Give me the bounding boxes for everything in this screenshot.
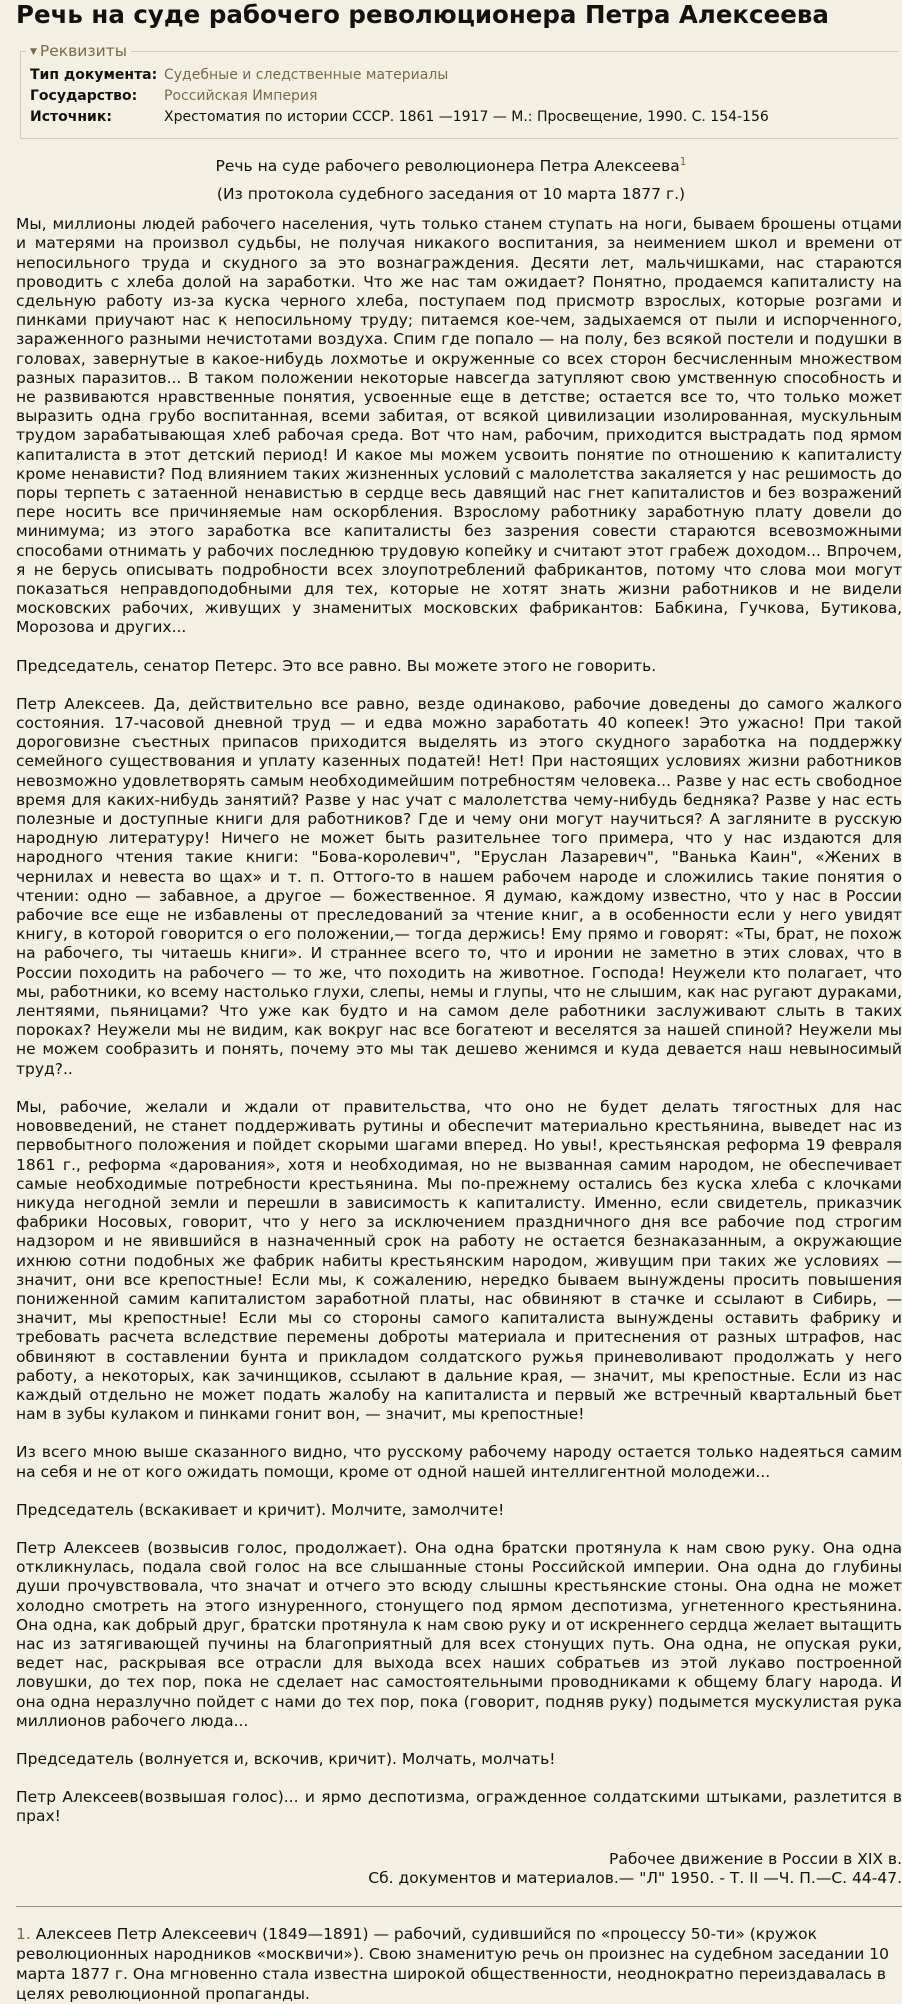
requisite-key: Тип документа: — [30, 67, 158, 83]
signature-line: Рабочее движение в России в XIX в. — [608, 1849, 902, 1868]
paragraph: Мы, рабочие, желали и ждали от правительства, что оно не будет делать тягостных для нас нововведений, не станет поддерживать рутины и обеспечит материально крестьянина, выведет нас из первобытного положения и пойдет скорыми шагами вперед. Но увы!, крестьянская реформа 19 февраля 1861 г., реформа «дарования», хотя и необходимая, но не вызванная самим народом, не обеспечивает самые необходимые потребности крестьянина. Мы по-прежнему остались без куска хлеба с клочками никуда негодной земли и перешли в зависимость к капиталисту. Именно, если свидетель, приказчик фабрики Носовых, говорит, что у него за исключением праздничного дня все рабочие под строгим надзором и не явившийся в назначенный срок на работу не остается безнаказанным, а окружающие ихнюю сотни подобных же фабрик набиты крестьянским народом, живущим при таких же условиях — значит, они все крепостные! Если мы, к сожалению, нередко бываем вынуждены просить повышения пониженной самим капиталистом заработной платы, нас обвиняют в стачке и ссылают в Сибирь, — значит, мы крепостные! Если мы со стороны самого капиталиста вынуждены оставить фабрику и требовать расчета вследствие перемены доброты материала и притеснения от разных штрафов, нас обвиняют в составлении бунта и прикладом солдатского ружья приневоливают продолжать у него работу, а некоторых, как зачинщиков, ссылают в дальние края, — значит, мы крепостные. Если из нас каждый отдельно не может подать жалобу на капиталиста и первый же встречный квартальный бьет нам в зубы кулаком и пинками гонит вон, — значит, мы крепостные! — [16, 1097, 902, 1424]
document-title-text: Речь на суде рабочего революционера Петра Алексеева — [215, 157, 680, 176]
footnote-text: Алексеев Петр Алексеевич (1849—1891) — рабочий, судившийся по «процессу 50-ти» (кружок революционных народников «москвичи»). Свою знаменитую речь он произнес на судебном заседании 10 марта 1877 г. Она мгновенно стала известна широкой общественности, неоднократно переиздавалась в целях революционной пропаганды. — [16, 1924, 889, 2003]
triangle-down-icon: ▼ — [30, 47, 37, 57]
signature-line: Сб. документов и материалов.— "Л" 1950. - Т. II —Ч. П.—С. 44-47. — [368, 1869, 902, 1888]
paragraph: Председатель, сенатор Петерс. Это все равно. Вы можете этого не говорить. — [16, 656, 657, 675]
requisite-row-state — [30, 86, 898, 107]
footnote — [16, 1924, 902, 2004]
page-title: Речь на суде рабочего революционера Петра Алексеева — [16, 0, 829, 29]
state-link[interactable]: Российская Империя — [164, 88, 318, 104]
source-value: Хрестоматия по истории СССР. 1861 —1917 — М.: Просвещение, 1990. С. 154-156 — [164, 109, 769, 125]
requisite-key: Источник: — [30, 109, 112, 125]
requisites-toggle[interactable] — [26, 42, 131, 61]
document-title — [0, 152, 886, 176]
requisite-row-type — [30, 65, 898, 86]
footnote-number-link[interactable]: 1. — [16, 1924, 31, 1943]
document-page — [16, 0, 902, 2004]
requisite-key: Государство: — [30, 88, 138, 104]
paragraph: Мы, миллионы людей рабочего населения, чуть только станем ступать на ноги, бываем брошены отцами и матерями на произвол судьбы, не получая никакого воспитания, за неимением школ и времени от непосильного труда и скудного за это вознаграждения. Десяти лет, мальчишками, нас стараются проводить с хлеба долой на заработки. Что же нас там ожидает? Понятно, продаемся капиталисту на сдельную работу из-за куска черного хлеба, поступаем под присмотр взрослых, которые розгами и пинками приучают нас к непосильному труду; питаемся кое-чем, задыхаемся от пыли и испорченного, зараженного разными нечистотами воздуха. Спим где попало — на полу, без всякой постели и подушки в головах, завернутые в какое-нибудь лохмотье и окруженные со всех сторон бесчисленным множеством разных паразитов... В таком положении некоторые навсегда затупляют свою умственную способность и не развиваются нравственные понятия, усвоенные еще в детстве; остается все то, что только может выразить одна грубо воспитанная, всеми забитая, от всякой цивилизации изолированная, мускульным трудом зарабатывающая хлеб рабочая среда. Вот что нам, рабочим, приходится выстрадать под ярмом капиталиста в этот детский период! И какое мы можем усвоить понятие по отношению к капиталисту кроме ненависти? Под влиянием таких жизненных условий с малолетства закаляется у нас решимость до поры терпеть с затаенной ненавистью в сердце весь давящий нас гнет капиталистов и без возражений пере носить все причиняемые нам оскорбления. Взрослому работнику заработную плату довели до минимума; из этого заработка все капиталисты без зазрения совести стараются всевозможными способами отнимать у рабочих последнюю трудовую копейку и считают этот грабеж доходом... Впрочем, я не берусь описывать подробности всех злоупотреблений фабрикантов, потому что слова мои могут показаться неправдоподобными для тех, которые не хотят знать жизни работников и не видели московских рабочих, живущих у знаменитых московских фабрикантов: Бабкина, Гучкова, Бутикова, Морозова и других... — [16, 215, 902, 637]
paragraph: Председатель (волнуется и, вскочив, кричит). Молчать, молчать! — [16, 1749, 556, 1768]
document-subtitle: (Из протокола судебного заседания от 10 марта 1877 г.) — [216, 185, 686, 204]
source-signature — [16, 1850, 902, 1889]
document-type-link[interactable]: Судебные и следственные материалы — [164, 67, 449, 83]
requisite-row-source — [30, 107, 898, 128]
paragraph: Председатель (вскакивает и кричит). Молчите, замолчите! — [16, 1500, 505, 1519]
requisites-legend: Реквизиты — [39, 42, 127, 60]
footnotes-divider — [16, 1906, 902, 1907]
paragraph: Петр Алексеев (возвысив голос, продолжает). Она одна братски протянула к нам свою руку. Она одна откликнулась, подала свой голос на все слышанные стоны Российской империи. Она одна до глубины души прочувствовала, что значат и отчего это всюду слышны крестьянские стоны. Она одна не может холодно смотреть на этого изнуренного, стонущего под ярмом деспотизма, угнетенного крестьянина. Она одна, как добрый друг, братски протянула к нам свою руку и от искреннего сердца желает вытащить нас из затягивающей пучины на благоприятный для всех стонущих путь. Она одна, не опуская руки, ведет нас, раскрывая все отрасли для выхода всех наших собратьев из этой лукаво построенной ловушки, до тех пор, пока не сделает нас самостоятельными проводниками к общему благу народа. И она одна неразлучно пойдет с нами до тех пор, пока (говорит, подняв руку) подымется мускулистая рука миллионов рабочего люда... — [16, 1538, 902, 1730]
paragraph: Из всего мною выше сказанного видно, что русскому рабочему народу остается только надеяться самим на себя и не от кого ожидать помощи, кроме от одной нашей интеллигентной молодежи... — [16, 1443, 902, 1481]
speech-text — [16, 215, 902, 1826]
paragraph: Петр Алексеев(возвышая голос)... и ярмо деспотизма, огражденное солдатскими штыками, разлетится в прах! — [16, 1788, 902, 1826]
paragraph: Петр Алексеев. Да, действительно все равно, везде одинаково, рабочие доведены до самого жалкого состояния. 17-часовой дневной труд — и едва можно заработать 40 копеек! Это ужасно! При такой дороговизне съестных припасов приходится выделять из этого скудного заработка на поддержку семейного существования и уплату казенных податей! Нет! При настоящих условиях жизни работников невозможно удовлетворять самым необходимейшим потребностям человека... Разве у нас есть свободное время для каких-нибудь занятий? Разве у нас учат с малолетства чему-нибудь бедняка? Разве у нас есть полезные и доступные книги для работников? Где и чему они могут научиться? А загляните в русскую народную литературу! Ничего не может быть разительнее того примера, что у нас издаются для народного чтения такие книги: "Бова-королевич", "Еруслан Лазаревич", "Ванька Каин", «Жених в чернилах и невеста во щах» и т. п. Оттого-то в нашем рабочем народе и сложились такие понятия о чтении: одно — забавное, а другое — божественное. Я думаю, каждому известно, что у нас в России рабочие все еще не избавлены от преследований за чтение книг, а в особенности если у него увидят книгу, в которой говорится о его положении,— тогда держись! Ему прямо и говорят: «Ты, брат, не похож на рабочего, ты читаешь книги». И страннее всего то, что и иронии не заметно в этих словах, что в России походить на рабочего — то же, что походить на животное. Господа! Неужели кто полагает, что мы, работники, ко всему настолько глухи, слепы, немы и глупы, что не слышим, как нас ругают дураками, лентяями, пьяницами? Что уже как будто и на самом деле работники заслуживают слыть в таких пороках? Неужели мы не видим, как вокруг нас все богатеют и веселятся за нашей спиной? Неужели мы не можем сообразить и понять, почему это мы так дешево женимся и куда девается наш невыносимый труд?.. — [16, 694, 902, 1078]
footnote-ref-link[interactable]: 1 — [679, 156, 687, 168]
requisites-panel — [20, 42, 898, 139]
